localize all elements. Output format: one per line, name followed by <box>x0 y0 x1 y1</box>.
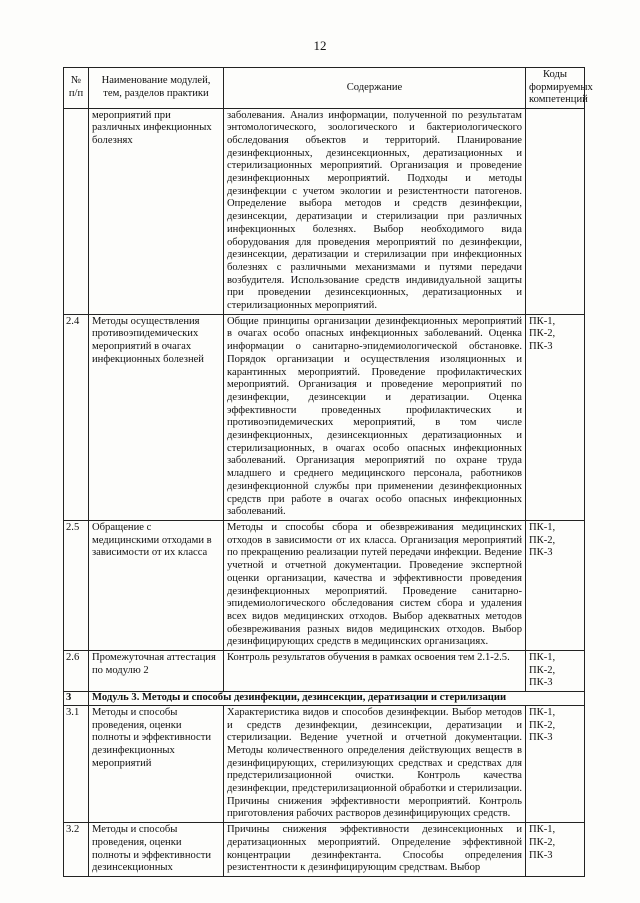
table-row <box>64 823 585 877</box>
page-number: 12 <box>313 38 327 53</box>
row-content: Характеристика видов и способов дезинфекции. Выбор методов и средств дезинфекции, дезинсекции, дератизации и стерилизации. Ведение учетной и отчетной документации. Методы количественного определения действующих веществ в дезинфицирующих, стерилизующих средствах и средствах для предстерилизационной очистки. Контроль качества дезинфекции, предстерилизационной обработки и стерилизации. Причины снижения эффективности мероприятий. Контроль приготовления рабочих растворов дезинфицирующих средств. <box>224 705 526 822</box>
row-num: 2.4 <box>64 314 89 520</box>
table-header-row <box>64 68 585 109</box>
table-row <box>64 314 585 520</box>
header-name: Наименование модулей, тем, разделов практики <box>89 68 224 109</box>
row-codes <box>526 108 585 314</box>
row-content: Общие принципы организации дезинфекционных мероприятий в очагах особо опасных инфекционных заболеваний. Оценка информации о санитарно-эпидемиологической обстановке. Порядок организации и осуществления изоляционных и карантинных мероприятий. Проведение профилактических мероприятий. Организация и проведение мероприятий по дезинфекции, дезинсекции и дератизации. Оценка эффективности проведенных профилактических и противоэпидемических мероприятий, в том числе дезинфекционных, дезинсекционных дератизационных и стерилизационных, в очагах особо опасных инфекционных заболеваний. Организация мероприятий по охране труда младшего и среднего медицинского персонала, работников дезинфекционной службы при применении дезинфекционных средств при работе в очагах особо опасных инфекционных заболеваний. <box>224 314 526 520</box>
row-num: 3.2 <box>64 823 89 877</box>
row-codes: ПК-1, ПК-2, ПК-3 <box>526 521 585 651</box>
header-num: № п/п <box>64 68 89 109</box>
row-codes: ПК-1, ПК-2, ПК-3 <box>526 314 585 520</box>
table-row <box>64 521 585 651</box>
module-num: 3 <box>64 692 89 706</box>
row-name: Обращение с медицинскими отходами в зависимости от их класса <box>89 521 224 651</box>
row-content: Методы и способы сбора и обезвреживания медицинских отходов в зависимости от их класса. Организация мероприятий по прекращению реализации путей передачи инфекции. Ведение учетной и отчетной документации. Проведение экспертной оценки организации, качества и эффективности проведения дезинфекционных мероприятий. Проведение санитарно-эпидемиологического обследования систем сбора и удаления всех видов медицинских отходов. Выбор адекватных методов обезвреживания разных видов медицинских отходов. Выбор дезинфицирующих средств в медицинских организациях. <box>224 521 526 651</box>
row-content: заболевания. Анализ информации, полученной по результатам энтомологического, зоологического и бактериологического обследования объектов и территорий. Планирование дезинфекционных, дезинсекционных, дератизационных и стерилизационных мероприятий. Организация и проведение дезинфекционных мероприятий. Подходы и методы дезинфекции с учетом экологии и резистентности патогенов. Определение выбора методов и средств дезинфекции, дезинсекции, дератизации и стерилизации при различных инфекционных болезнях. Выбор необходимого вида оборудования для проведения мероприятий по дезинфекции, дезинсекции, дератизации и стерилизации при инфекционных болезнях с различными механизмами и путями передачи возбудителя. Использование средств индивидуальной защиты при проведении дезинсекционных, дератизационных и стерилизационных мероприятий. <box>224 108 526 314</box>
header-content: Содержание <box>224 68 526 109</box>
row-codes: ПК-1, ПК-2, ПК-3 <box>526 705 585 822</box>
row-name: мероприятий при различных инфекционных болезнях <box>89 108 224 314</box>
module-title: Модуль 3. Методы и способы дезинфекции, дезинсекции, дератизации и стерилизации <box>89 692 585 706</box>
row-num <box>64 108 89 314</box>
row-codes: ПК-1, ПК-2, ПК-3 <box>526 823 585 877</box>
row-name: Методы и способы проведения, оценки полноты и эффективности дезинсекционных <box>89 823 224 877</box>
table-row <box>64 651 585 692</box>
row-name: Методы осуществления противоэпидемических мероприятий в очагах инфекционных болезней <box>89 314 224 520</box>
table-row <box>64 108 585 314</box>
row-codes: ПК-1, ПК-2, ПК-3 <box>526 651 585 692</box>
row-name: Методы и способы проведения, оценки полноты и эффективности дезинфекционных мероприятий <box>89 705 224 822</box>
curriculum-table <box>63 67 593 877</box>
row-content: Контроль результатов обучения в рамках освоения тем 2.1-2.5. <box>224 651 526 692</box>
header-codes: Коды формируемых компетенций <box>526 68 585 109</box>
table-row <box>64 705 585 822</box>
row-num: 3.1 <box>64 705 89 822</box>
row-content: Причины снижения эффективности дезинсекционных и дератизационных мероприятий. Определение эффективной концентрации дезинфектанта. Способы определения резистентности к дезинфицирующим средствам. Выбор <box>224 823 526 877</box>
module-heading-row <box>64 692 585 706</box>
row-num: 2.6 <box>64 651 89 692</box>
row-num: 2.5 <box>64 521 89 651</box>
row-name: Промежуточная аттестация по модулю 2 <box>89 651 224 692</box>
